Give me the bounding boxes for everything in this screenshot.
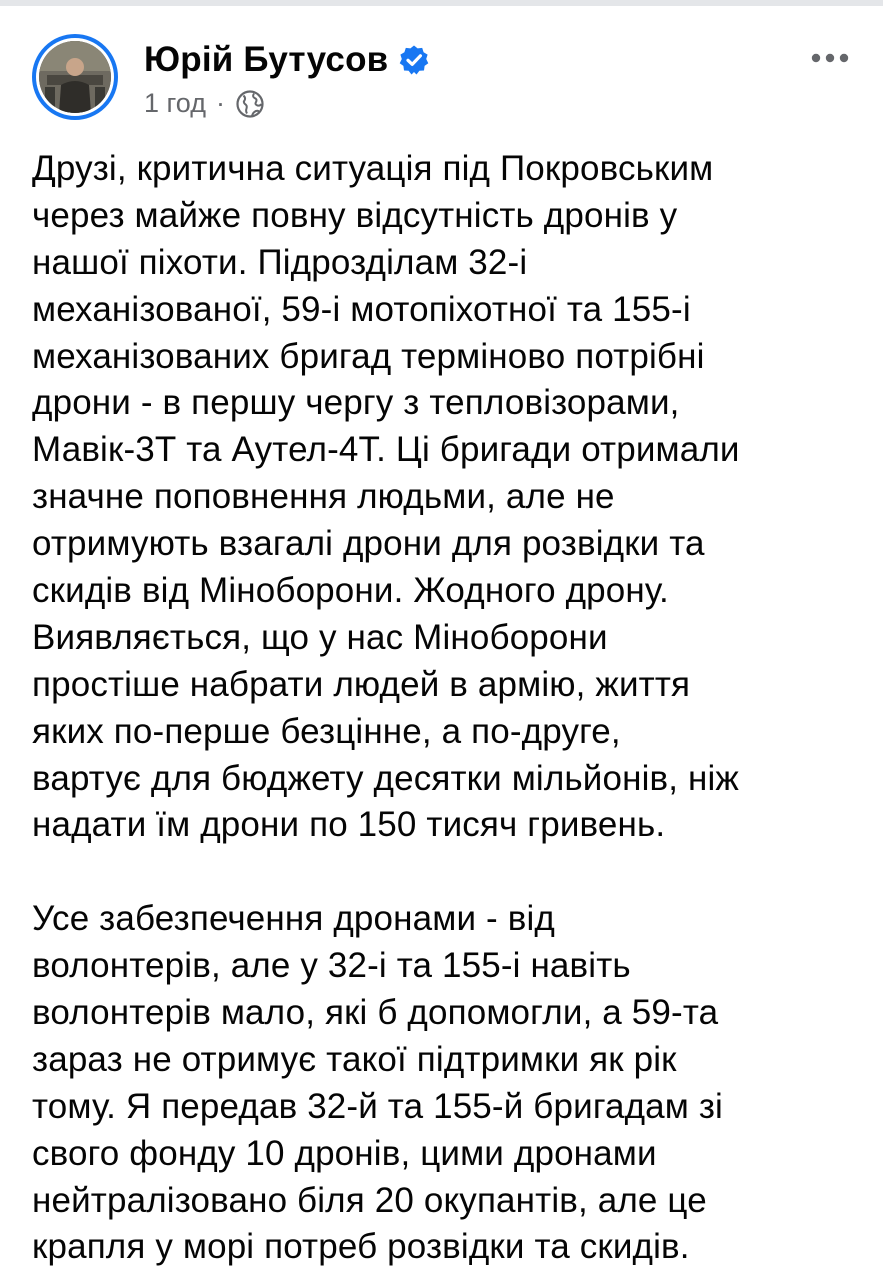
text-line: нейтралізовано біля 20 окупантів, але це — [32, 1180, 707, 1220]
text-line: значне поповнення людьми, але не — [32, 477, 615, 517]
text-line: Мавік-3Т та Аутел-4Т. Ці бригади отримали — [32, 430, 740, 470]
text-line: скидів від Міноборони. Жодного дрону. — [32, 571, 669, 611]
text-line: вартує для бюджету десятки мільйонів, ніж — [32, 758, 739, 798]
text-line: дрони - в першу чергу з тепловізорами, — [32, 383, 680, 423]
text-line: яких по-перше безцінне, а по-друге, — [32, 711, 621, 751]
text-line: Виявляється, що у нас Міноборони — [32, 617, 608, 657]
text-line: отримують взагалі дрони для розвідки та — [32, 524, 705, 564]
text-line: Друзі, критична ситуація під Покровським — [32, 149, 714, 188]
text-line: волонтерів мало, які б допомогли, а 59-та — [32, 993, 719, 1033]
verified-badge-icon — [398, 44, 430, 76]
author-avatar-ring[interactable] — [32, 34, 118, 120]
text-line: волонтерів, але у 32-і та 155-і навіть — [32, 946, 631, 986]
text-line: зараз не отримує такої підтримки як рік — [32, 1039, 677, 1079]
text-line: Усе забезпечення дронами - від — [32, 899, 555, 939]
text-line: свого фонду 10 дронів, цими дронами — [32, 1133, 657, 1173]
text-line: надати їм дрони по 150 тисяч гривень. — [32, 805, 666, 845]
globe-icon[interactable] — [235, 89, 265, 119]
text-line: механізованих бригад терміново потрібні — [32, 336, 705, 376]
text-line: механізованої, 59-і мотопіхотної та 155-і — [32, 289, 691, 329]
paragraph-2 — [32, 896, 872, 1271]
author-name[interactable]: Юрій Бутусов — [144, 40, 389, 79]
avatar[interactable] — [39, 41, 111, 113]
text-line: крапля у морі потреб розвідки та скидів. — [32, 1227, 690, 1267]
post-timestamp[interactable]: 1 год — [144, 88, 206, 118]
author-row — [144, 40, 430, 80]
post-header — [28, 28, 858, 128]
paragraph-gap — [32, 849, 872, 896]
text-line: нашої піхоти. Підрозділам 32-і — [32, 242, 528, 282]
post-meta — [144, 88, 265, 119]
avatar-photo — [39, 41, 111, 113]
text-line: через майже повну відсутність дронів у — [32, 195, 678, 235]
paragraph-1 — [32, 146, 872, 849]
text-line: простіше набрати людей в армію, життя — [32, 664, 691, 704]
top-divider — [0, 0, 883, 6]
meta-separator: · — [215, 88, 225, 118]
more-options-icon[interactable] — [808, 44, 852, 72]
text-line: тому. Я передав 32-й та 155-й бригадам зі — [32, 1086, 723, 1126]
post-text — [32, 146, 872, 1271]
